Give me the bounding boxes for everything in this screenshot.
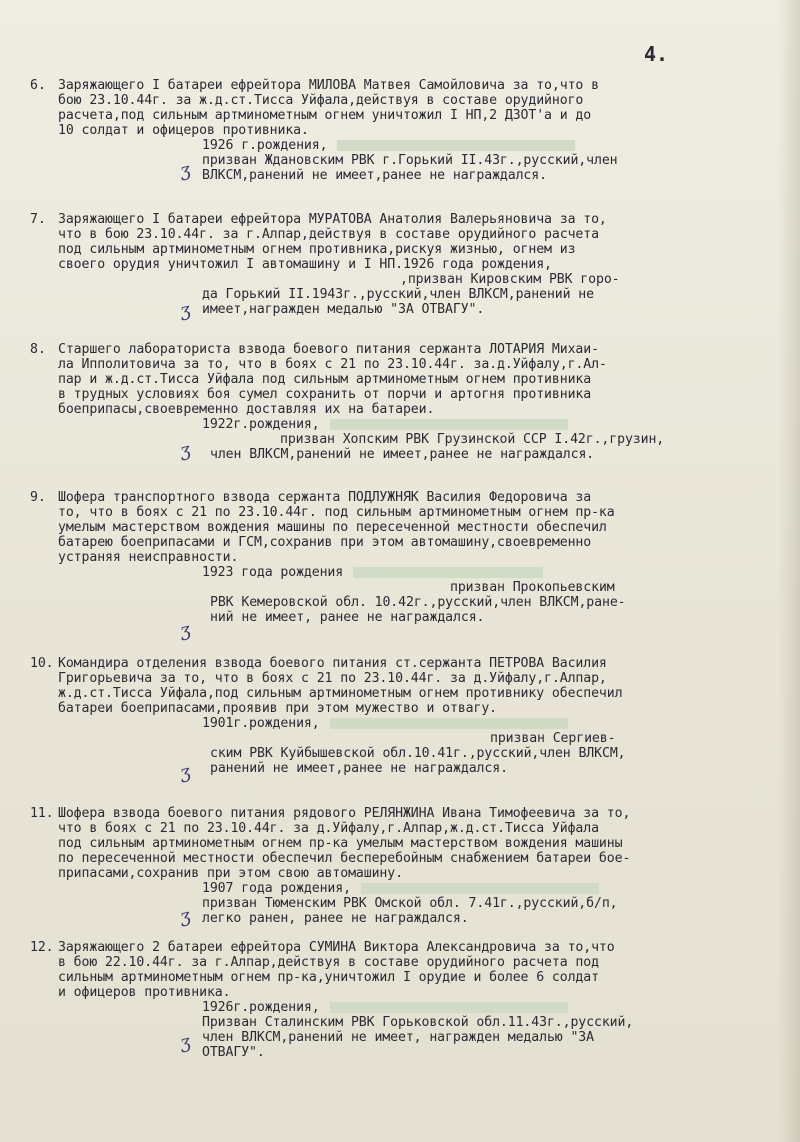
entry-line: 7. Заряжающего I батареи ефрейтора МУРАТОВА Анатолия Валерьяновича за то, <box>30 212 607 227</box>
entry-line: 8. Старшего лабораториста взвода боевого питания сержанта ЛОТАРИЯ Михаи- <box>30 342 599 357</box>
status-line: член ВЛКСМ,ранений не имеет, награжден медалью "ЗА <box>202 1030 594 1045</box>
redaction-mark <box>353 567 543 578</box>
award-entry-8 <box>30 342 760 462</box>
status-line: ранений не имеет,ранее не награждался. <box>210 761 508 776</box>
entry-line: Григорьевича за то, что в боях с 21 по 23.10.44г. за д.Уйфалу,г.Алпар, <box>58 671 607 686</box>
status-line: имеет,награжден медалью "ЗА ОТВАГУ". <box>202 302 485 317</box>
entry-line: сильным артминометным огнем пр-ка,уничтожил I орудие и более 6 солдат <box>58 970 599 985</box>
entry-line: под сильным артминометным огнем пр-ка умелым мастерством вождения машины <box>58 836 623 851</box>
checkmark-icon: ʒ <box>177 761 193 784</box>
award-entry-6 <box>30 78 760 183</box>
entry-line: 11. Шофера взвода боевого питания рядового РЕЛЯНЖИНА Ивана Тимофеевича за то, <box>30 806 631 821</box>
birth-line: 1926г.рождения, <box>30 1000 760 1015</box>
entry-number: 10. <box>30 656 54 671</box>
entry-line: по пересеченной местности обеспечил бесперебойным снабжением батареи бое- <box>58 851 631 866</box>
conscription-line: призван Ждановским РВК г.Горький II.43г.,русский,член <box>202 153 618 168</box>
entry-line: 9. Шофера транспортного взвода сержанта ПОДЛУЖНЯК Василия Федоровича за <box>30 490 592 505</box>
entry-line: 10 солдат и офицеров противника. <box>58 123 309 138</box>
entry-number: 8. <box>30 342 46 357</box>
redaction-mark <box>330 419 568 430</box>
entry-line: боеприпасы,своевременно доставляя их на батареи. <box>58 402 435 417</box>
award-entry-10 <box>30 656 760 776</box>
entry-line: ла Ипполитовича за то, что в боях с 21 по 23.10.44г. за.д.Уйфалу,г.Ал- <box>58 357 607 372</box>
checkmark-icon: ʒ <box>177 619 193 642</box>
conscription-line: ,призван Кировским РВК горо- <box>400 272 620 287</box>
birth-line: 1901г.рождения, <box>30 716 760 731</box>
entry-number: 12. <box>30 940 54 955</box>
conscription-line: Призван Сталинским РВК Горьковской обл.11.43г.,русский, <box>202 1015 634 1030</box>
checkmark-icon: ʒ <box>177 439 193 462</box>
entry-line: что в бою 23.10.44г. за г.Алпар,действуя в составе орудийного расчета <box>58 227 599 242</box>
status-line: член ВЛКСМ,ранений не имеет,ранее не награждался. <box>210 447 595 462</box>
entry-line: 12. Заряжающего 2 батареи ефрейтора СУМИНА Виктора Александровича за то,что <box>30 940 615 955</box>
checkmark-icon: ʒ <box>177 159 193 182</box>
entry-line: в трудных условиях боя сумел сохранить от порчи и артогня противника <box>58 387 592 402</box>
birth-line: 1923 года рождения <box>30 565 760 580</box>
redaction-mark <box>361 883 599 894</box>
redaction-mark <box>337 140 575 151</box>
entry-line: батареи боеприпасами,проявив при этом мужество и отвагу. <box>58 701 498 716</box>
conscription-line: призван Прокопьевским <box>450 580 615 595</box>
entry-line: бою 23.10.44г. за ж.д.ст.Тисса Уйфала,действуя в составе орудийного <box>58 93 584 108</box>
entry-line: в бою 22.10.44г. за г.Алпар,действуя в составе орудийного расчета под <box>58 955 599 970</box>
status-line: ВЛКСМ,ранений не имеет,ранее не награждался. <box>202 168 547 183</box>
checkmark-icon: ʒ <box>177 905 193 928</box>
birth-line: 1922г.рождения, <box>30 417 760 432</box>
conscription-line: призван Сергиев- <box>490 731 616 746</box>
entry-line: расчета,под сильным артминометным огнем уничтожил I НП,2 ДЗОТ'а и до <box>58 108 592 123</box>
entry-line: батарею боеприпасами и ГСМ,сохранив при этом автомашину,своевременно <box>58 535 592 550</box>
conscription-line: призван Хопским РВК Грузинской ССР I.42г.,грузин, <box>280 432 665 447</box>
page-number: 4. <box>644 42 669 66</box>
conscription-line: РВК Кемеровской обл. 10.42г.,русский,член ВЛКСМ,ране- <box>210 595 626 610</box>
entry-line: умелым мастерством вождения машины по пересеченной местности обеспечил <box>58 520 607 535</box>
entry-line: ж.д.ст.Тисса Уйфала,под сильным артминометным огнем противнику обеспечил <box>58 686 623 701</box>
entry-number: 6. <box>30 78 46 93</box>
entry-line: устраняя неисправности. <box>58 550 239 565</box>
award-entry-12 <box>30 940 760 1060</box>
entry-line: 10. Командира отделения взвода боевого питания ст.сержанта ПЕТРОВА Василия <box>30 656 607 671</box>
entry-line: пар и ж.д.ст.Тисса Уйфала под сильным артминометным огнем противника <box>58 372 592 387</box>
award-entry-7 <box>30 212 760 317</box>
birth-line: 1907 года рождения, <box>30 881 760 896</box>
entry-line: и офицеров противника. <box>58 985 231 1000</box>
status-line: ОТВАГУ". <box>202 1045 265 1060</box>
redaction-mark <box>330 718 568 729</box>
conscription-line: да Горький II.1943г.,русский,член ВЛКСМ,ранений не <box>202 287 594 302</box>
entry-number: 11. <box>30 806 54 821</box>
award-entry-11 <box>30 806 760 926</box>
entry-line: припасами,сохранив при этом свою автомашину. <box>58 866 403 881</box>
entry-line: под сильным артминометным огнем противника,рискуя жизнью, огнем из <box>58 242 576 257</box>
entry-line: 6. Заряжающего I батареи ефрейтора МИЛОВА Матвея Самойловича за то,что в <box>30 78 599 93</box>
status-line: ний не имеет, ранее не награждался. <box>210 610 485 625</box>
entry-number: 9. <box>30 490 46 505</box>
birth-line: 1926 г.рождения, <box>30 138 760 153</box>
redaction-mark <box>330 1002 568 1013</box>
conscription-line: ским РВК Куйбышевской обл.10.41г.,русский,член ВЛКСМ, <box>210 746 626 761</box>
status-line: легко ранен, ранее не награждался. <box>202 911 469 926</box>
entry-line: то, что в боях с 21 по 23.10.44г. под сильным артминометным огнем пр-ка <box>58 505 615 520</box>
checkmark-icon: ʒ <box>177 299 193 322</box>
entry-line: что в боях с 21 по 23.10.44г. за д.Уйфалу,г.Алпар,ж.д.ст.Тисса Уйфала <box>58 821 599 836</box>
checkmark-icon: ʒ <box>177 1031 193 1054</box>
entry-line: своего орудия уничтожил I автомашину и I НП.1926 года рождения, <box>58 257 552 272</box>
conscription-line: призван Тюменским РВК Омской обл. 7.41г.,русский,б/п, <box>202 896 618 911</box>
entry-number: 7. <box>30 212 46 227</box>
award-entry-9 <box>30 490 760 625</box>
